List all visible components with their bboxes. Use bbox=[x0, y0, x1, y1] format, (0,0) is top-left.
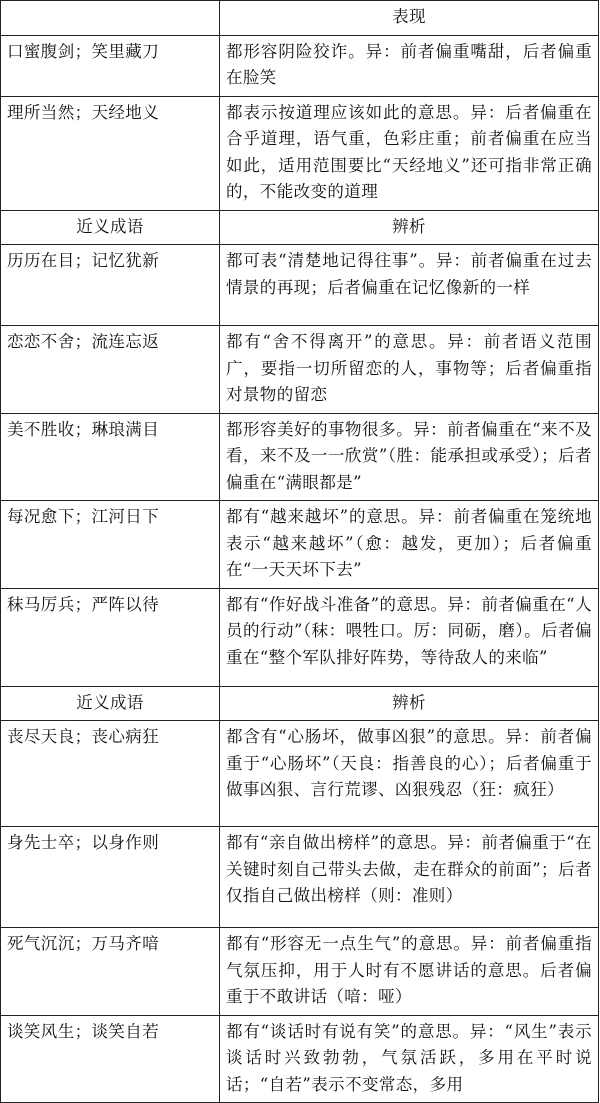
table-row bbox=[1, 827, 599, 928]
explanation-cell: 都含有“心肠坏，做事凶狠”的意思。异：前者偏重于“心肠坏”（天良：指善良的心）；后者偏重于做事凶狠、言行荒谬、凶狠残忍（狂：疯狂） bbox=[220, 721, 599, 827]
idiom-pair-cell: 恋恋不舍；流连忘返 bbox=[1, 326, 220, 414]
explanation-cell: 都有“作好战斗准备”的意思。异：前者偏重在“人员的行动”（秣：喂牲口。厉：同砺，磨）。后者偏重在“整个军队排好阵势，等待敌人的来临” bbox=[220, 588, 599, 686]
header-cell-blank bbox=[1, 1, 220, 36]
table-row bbox=[1, 501, 599, 589]
explanation-cell: 都表示按道理应该如此的意思。异：后者偏重在合乎道理，语气重，色彩庄重；前者偏重在应当如此，适用范围要比“天经地义”还可指非常正确的，不能改变的道理 bbox=[220, 96, 599, 210]
table-row bbox=[1, 721, 599, 827]
idiom-pair-cell: 美不胜收；琳琅满目 bbox=[1, 413, 220, 501]
idiom-pair-cell: 历历在目；记忆犹新 bbox=[1, 245, 220, 326]
idiom-pair-cell: 理所当然；天经地义 bbox=[1, 96, 220, 210]
explanation-cell: 都有“形容无一点生气”的意思。异：前者偏重指气氛压抑，用于人时有不愿讲话的意思。后者偏重于不敢讲话（喑：哑） bbox=[220, 928, 599, 1016]
section-header-idioms: 近义成语 bbox=[1, 686, 220, 721]
table-row bbox=[1, 413, 599, 501]
explanation-cell: 都可表“清楚地记得往事”。异：前者偏重在过去情景的再现；后者偏重在记忆像新的一样 bbox=[220, 245, 599, 326]
explanation-cell: 都有“越来越坏”的意思。异：前者偏重在笼统地表示“越来越坏”（愈：越发，更加）；后者偏重在“一天天坏下去” bbox=[220, 501, 599, 589]
section-header-row bbox=[1, 686, 599, 721]
explanation-cell: 都有“亲自做出榜样”的意思。异：前者偏重于“在关键时刻自己带头去做，走在群众的前面”；后者仅指自己做出榜样（则：准则） bbox=[220, 827, 599, 928]
idiom-pair-cell: 死气沉沉；万马齐喑 bbox=[1, 928, 220, 1016]
explanation-cell: 都形容美好的事物很多。异：前者偏重在“来不及看，来不及一一欣赏”（胜：能承担或承受）；后者偏重在“满眼都是” bbox=[220, 413, 599, 501]
section-header-analysis: 辨析 bbox=[220, 686, 599, 721]
table-row bbox=[1, 928, 599, 1016]
table-row bbox=[1, 96, 599, 210]
idiom-pair-cell: 口蜜腹剑；笑里藏刀 bbox=[1, 35, 220, 96]
explanation-cell: 都有“谈话时有说有笑”的意思。异：“风生”表示谈话时兴致勃勃，气氛活跃，多用在平时说话；“自若”表示不变常态，多用 bbox=[220, 1015, 599, 1103]
idiom-pair-cell: 秣马厉兵；严阵以待 bbox=[1, 588, 220, 686]
table-row bbox=[1, 35, 599, 96]
idiom-pair-cell: 身先士卒；以身作则 bbox=[1, 827, 220, 928]
section-header-idioms: 近义成语 bbox=[1, 210, 220, 245]
idiom-pair-cell: 每况愈下；江河日下 bbox=[1, 501, 220, 589]
table-row bbox=[1, 245, 599, 326]
header-cell-performance: 表现 bbox=[220, 1, 599, 36]
section-header-row bbox=[1, 210, 599, 245]
table-header-row bbox=[1, 1, 599, 36]
table-row bbox=[1, 326, 599, 414]
table-row bbox=[1, 1015, 599, 1103]
explanation-cell: 都形容阴险狡诈。异：前者偏重嘴甜，后者偏重在脸笑 bbox=[220, 35, 599, 96]
explanation-cell: 都有“舍不得离开”的意思。异：前者语义范围广，要指一切所留恋的人，事物等；后者偏重指对景物的留恋 bbox=[220, 326, 599, 414]
table-row bbox=[1, 588, 599, 686]
idiom-pair-cell: 谈笑风生；谈笑自若 bbox=[1, 1015, 220, 1103]
section-header-analysis: 辨析 bbox=[220, 210, 599, 245]
idiom-pair-cell: 丧尽天良；丧心病狂 bbox=[1, 721, 220, 827]
